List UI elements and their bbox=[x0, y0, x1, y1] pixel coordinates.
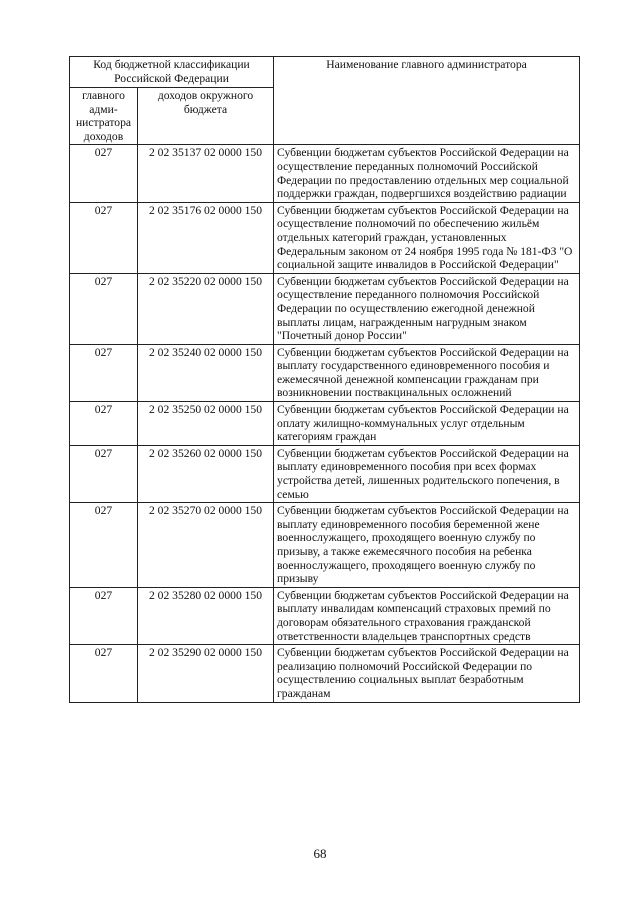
header-district-budget-revenue: доходов окружного бюджета bbox=[138, 88, 274, 145]
header-main-administrator: главного адми-нистратора доходов bbox=[70, 88, 138, 145]
cell-administrator-name: Субвенции бюджетам субъектов Российской Федерации на выплату государственного единовременного пособия и ежемесячной денежной компенсации гражданам при возникновении поствакцинальных осложнений bbox=[274, 344, 580, 401]
cell-administrator-code: 027 bbox=[70, 202, 138, 273]
header-budget-code-group: Код бюджетной классификации Российской Федерации bbox=[70, 57, 274, 88]
table-row bbox=[70, 445, 580, 502]
table-row bbox=[70, 202, 580, 273]
cell-administrator-code: 027 bbox=[70, 445, 138, 502]
table-header bbox=[70, 57, 580, 145]
table-row bbox=[70, 273, 580, 344]
cell-budget-code: 2 02 35220 02 0000 150 bbox=[138, 273, 274, 344]
cell-administrator-code: 027 bbox=[70, 587, 138, 644]
cell-administrator-code: 027 bbox=[70, 145, 138, 202]
cell-administrator-code: 027 bbox=[70, 344, 138, 401]
table-body bbox=[70, 145, 580, 702]
cell-administrator-code: 027 bbox=[70, 402, 138, 446]
cell-administrator-code: 027 bbox=[70, 645, 138, 702]
cell-administrator-name: Субвенции бюджетам субъектов Российской Федерации на выплату единовременного пособия беременной жене военнослужащего, проходящего военную службу по призыву, а также ежемесячного пособия на ребенка военнослужащего, проходящего военную службу по призыву bbox=[274, 503, 580, 588]
cell-administrator-name: Субвенции бюджетам субъектов Российской Федерации на оплату жилищно-коммунальных услуг отдельным категориям граждан bbox=[274, 402, 580, 446]
cell-budget-code: 2 02 35137 02 0000 150 bbox=[138, 145, 274, 202]
budget-classification-table bbox=[69, 56, 580, 703]
cell-budget-code: 2 02 35176 02 0000 150 bbox=[138, 202, 274, 273]
cell-budget-code: 2 02 35240 02 0000 150 bbox=[138, 344, 274, 401]
header-administrator-name: Наименование главного администратора bbox=[274, 57, 580, 145]
cell-administrator-name: Субвенции бюджетам субъектов Российской Федерации на выплату единовременного пособия при всех формах устройства детей, лишенных родительского попечения, в семью bbox=[274, 445, 580, 502]
cell-budget-code: 2 02 35280 02 0000 150 bbox=[138, 587, 274, 644]
cell-administrator-code: 027 bbox=[70, 503, 138, 588]
cell-administrator-name: Субвенции бюджетам субъектов Российской Федерации на осуществление переданных полномочий Российской Федерации по предоставлению отдельных мер социальной поддержки граждан, подвергшихся воздействию радиации bbox=[274, 145, 580, 202]
table-row bbox=[70, 587, 580, 644]
cell-budget-code: 2 02 35260 02 0000 150 bbox=[138, 445, 274, 502]
cell-administrator-name: Субвенции бюджетам субъектов Российской Федерации на осуществление полномочий по обеспечению жильём отдельных категорий граждан, установленных Федеральным законом от 24 ноября 1995 года № 181-ФЗ "О социальной защите инвалидов в Российской Федерации" bbox=[274, 202, 580, 273]
table-row bbox=[70, 503, 580, 588]
cell-administrator-code: 027 bbox=[70, 273, 138, 344]
cell-budget-code: 2 02 35250 02 0000 150 bbox=[138, 402, 274, 446]
table-row bbox=[70, 145, 580, 202]
cell-budget-code: 2 02 35270 02 0000 150 bbox=[138, 503, 274, 588]
table-row bbox=[70, 645, 580, 702]
cell-administrator-name: Субвенции бюджетам субъектов Российской Федерации на выплату инвалидам компенсаций страховых премий по договорам обязательного страхования гражданской ответственности владельцев транспортных средств bbox=[274, 587, 580, 644]
cell-administrator-name: Субвенции бюджетам субъектов Российской Федерации на осуществление переданного полномочия Российской Федерации по осуществлению ежегодной денежной выплаты лицам, награжденным нагрудным знаком "Почетный донор России" bbox=[274, 273, 580, 344]
cell-budget-code: 2 02 35290 02 0000 150 bbox=[138, 645, 274, 702]
table-row bbox=[70, 344, 580, 401]
table-row bbox=[70, 402, 580, 446]
cell-administrator-name: Субвенции бюджетам субъектов Российской Федерации на реализацию полномочий Российской Федерации по осуществлению социальных выплат безработным гражданам bbox=[274, 645, 580, 702]
page-number: 68 bbox=[313, 846, 327, 861]
